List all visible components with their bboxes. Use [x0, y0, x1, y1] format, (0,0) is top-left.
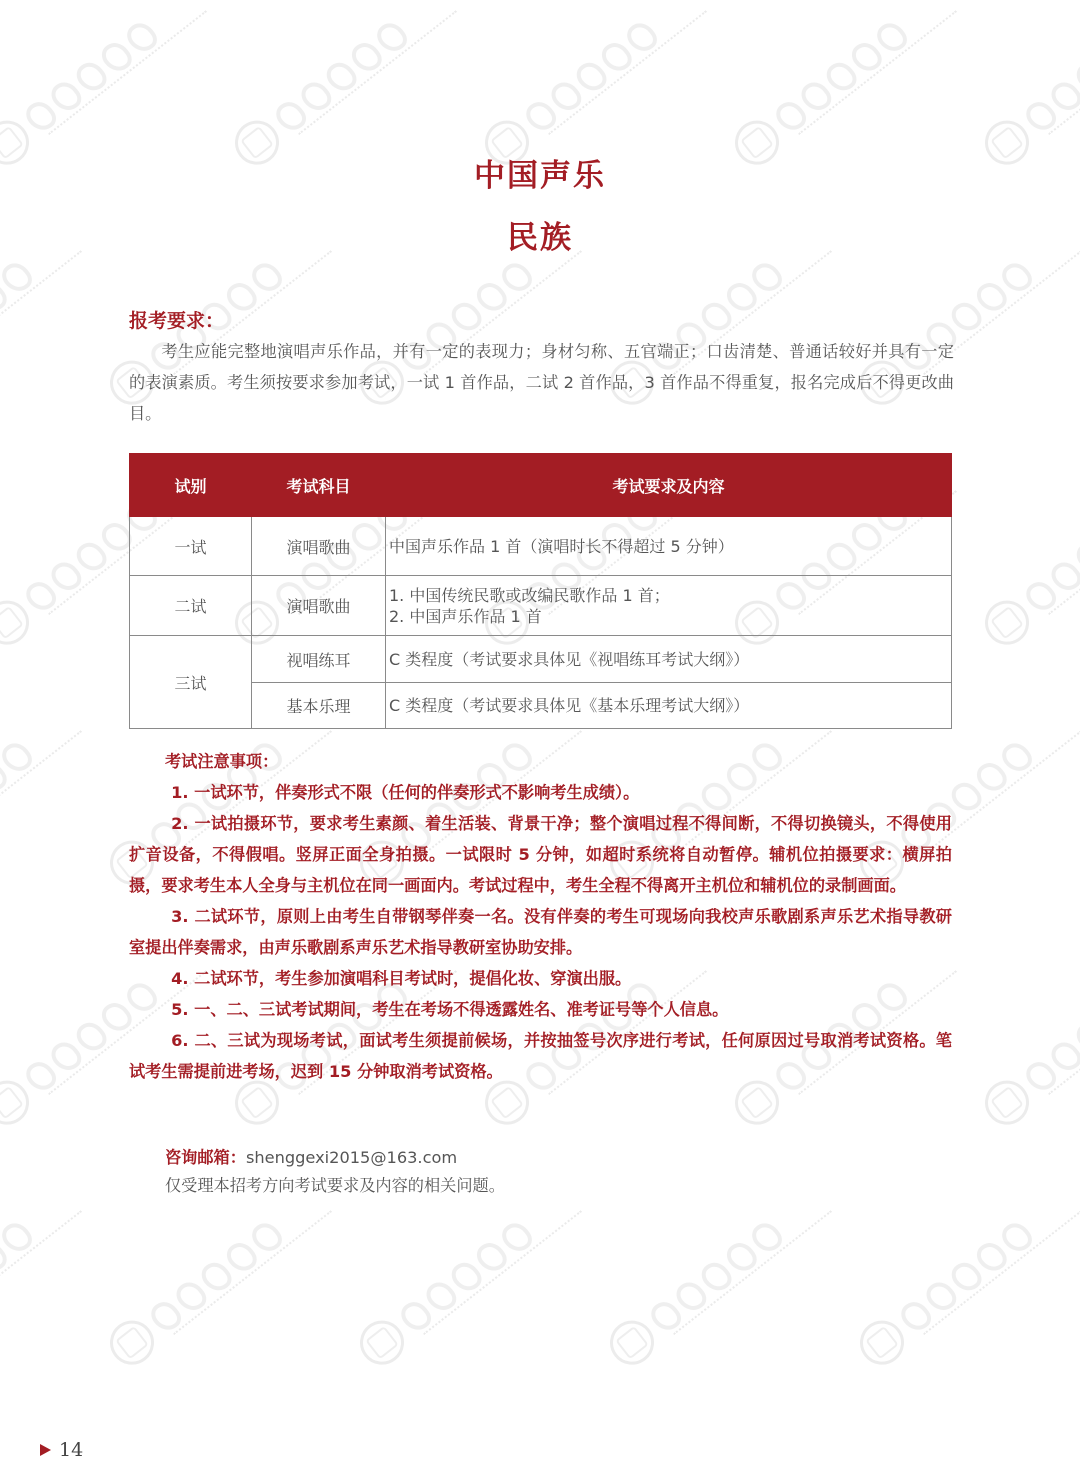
exam-table: [129, 453, 952, 729]
subject-cell: 基本乐理: [252, 683, 386, 729]
table-row: [130, 636, 952, 683]
round-cell: 一试: [130, 517, 252, 576]
note-item: 5. 一、二、三试考试期间，考生在考场不得透露姓名、准考证号等个人信息。: [171, 1000, 729, 1019]
contact-label: 咨询邮箱：: [165, 1148, 246, 1167]
note-item: 4. 二试环节，考生参加演唱科目考试时，提倡化妆、穿演出服。: [171, 969, 632, 988]
round-cell: 三试: [130, 636, 252, 729]
table-row: [130, 683, 952, 729]
content-cell: [386, 683, 952, 729]
round-cell: 二试: [130, 576, 252, 636]
contact-email[interactable]: shenggexi2015@163.com: [245, 1148, 458, 1167]
table-row: [130, 576, 952, 636]
page-subtitle: 民族: [507, 220, 573, 256]
table-header-content: 考试要求及内容: [386, 454, 952, 517]
subject-cell: 演唱歌曲: [252, 517, 386, 576]
notes-heading: 考试注意事项：: [165, 752, 279, 771]
content-cell: [386, 517, 952, 576]
content-line: C 类程度（考试要求具体见《基本乐理考试大纲》）: [389, 696, 750, 715]
table-header-row: [130, 454, 952, 517]
content-line: 2. 中国声乐作品 1 首: [389, 606, 542, 626]
table-header-round: 试别: [130, 454, 252, 517]
table-row: [130, 517, 952, 576]
note-item: 2. 一试拍摄环节，要求考生素颜、着生活装、背景干净；整个演唱过程不得间断，不得切换镜头，不得使用扩音设备，不得假唱。竖屏正面全身拍摄。一试限时 5 分钟，如超时系统将自动暂停。辅机位拍摄要求：横屏拍摄，要求考生本人全身与主机位在同一画面内。考试过程中，考生全程不得离开主机位和辅机位的录制画面。: [129, 814, 952, 895]
subject-cell: 视唱练耳: [252, 636, 386, 683]
content-line: 1. 中国传统民歌或改编民歌作品 1 首；: [389, 585, 670, 605]
subject-cell: 演唱歌曲: [252, 576, 386, 636]
page-title: 中国声乐: [474, 158, 606, 194]
requirements-text: 考生应能完整地演唱声乐作品，并有一定的表现力；身材匀称、五官端正；口齿清楚、普通话较好并具有一定的表演素质。考生须按要求参加考试，一试 1 首作品，二试 2 首作品，3 首作品不得重复，报名完成后不得更改曲目。: [129, 342, 954, 423]
requirements-heading: 报考要求：: [129, 310, 225, 332]
table-header-subject: 考试科目: [252, 454, 386, 517]
exam-notes: [129, 746, 952, 1087]
note-item: 1. 一试环节，伴奏形式不限（任何的伴奏形式不影响考生成绩）。: [171, 783, 640, 802]
content-line: 中国声乐作品 1 首（演唱时长不得超过 5 分钟）: [389, 536, 734, 556]
page-number-text: 14: [59, 1439, 84, 1461]
triangle-marker-icon: [40, 1444, 51, 1456]
content-cell: [386, 576, 952, 636]
note-item: 6. 二、三试为现场考试，面试考生须提前候场，并按抽签号次序进行考试，任何原因过号取消考试资格。笔试考生需提前进考场，迟到 15 分钟取消考试资格。: [129, 1031, 952, 1081]
contact-note: 仅受理本招考方向考试要求及内容的相关问题。: [165, 1176, 505, 1195]
contact-block: [165, 1144, 505, 1200]
note-item: 3. 二试环节，原则上由考生自带钢琴伴奏一名。没有伴奏的考生可现场向我校声乐歌剧系声乐艺术指导教研室提出伴奏需求，由声乐歌剧系声乐艺术指导教研室协助安排。: [129, 907, 952, 957]
page-number: [40, 1439, 83, 1461]
content-line: C 类程度（考试要求具体见《视唱练耳考试大纲》）: [389, 649, 750, 669]
content-cell: [386, 636, 952, 683]
